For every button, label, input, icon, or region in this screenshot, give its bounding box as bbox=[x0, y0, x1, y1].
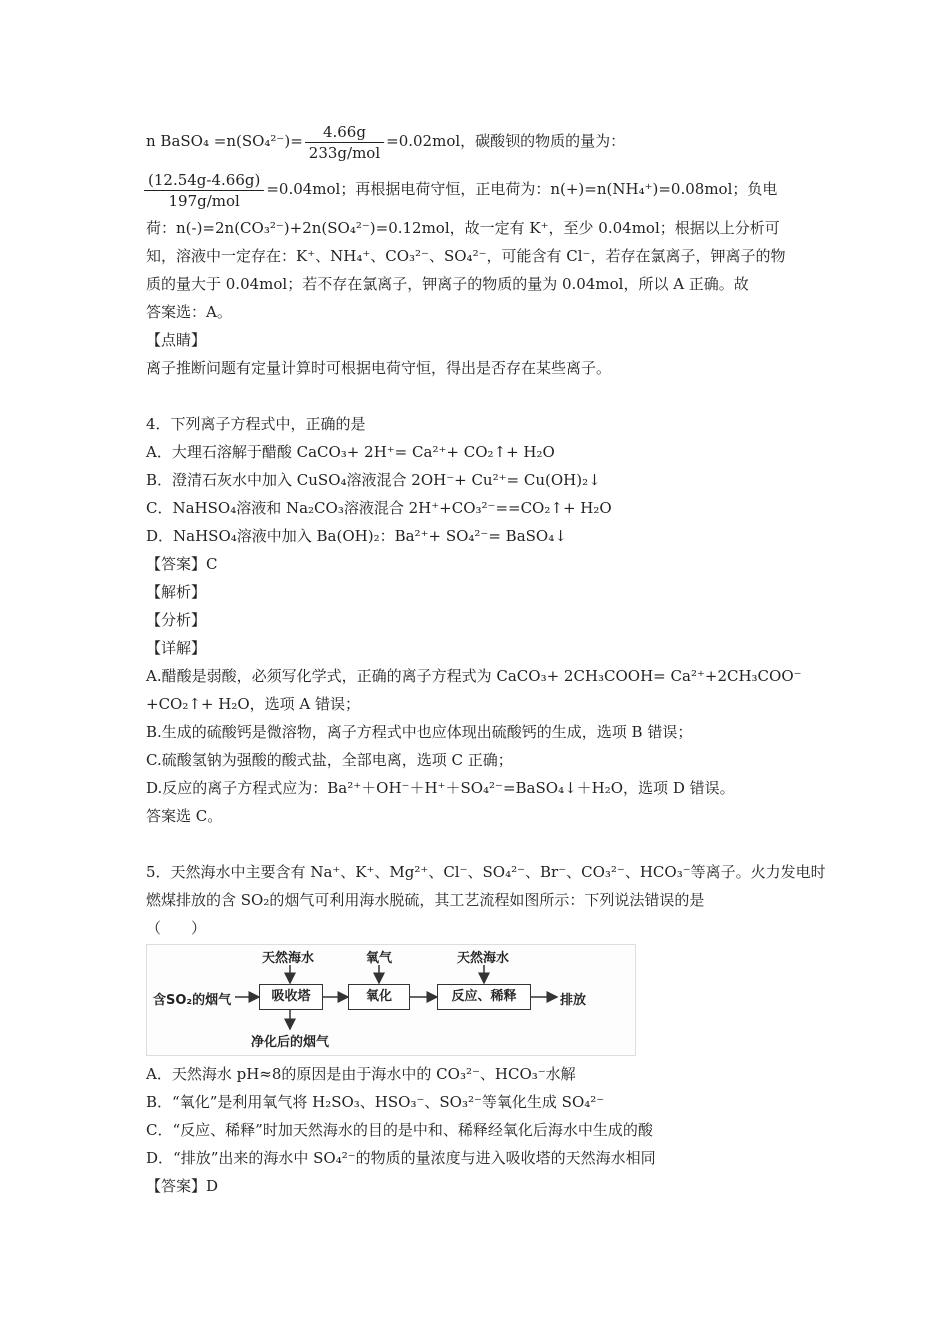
fraction-numerator: 4.66g bbox=[305, 122, 384, 143]
option-a: A．大理石溶解于醋酸 CaCO₃+ 2H⁺= Ca²⁺+ CO₂↑+ H₂O bbox=[146, 443, 555, 461]
process-flow-diagram bbox=[146, 944, 636, 1056]
calc-text: n BaSO₄ =n(SO₄²⁻)= bbox=[146, 132, 303, 150]
option-b: B．“氧化”是利用氧气将 H₂SO₃、HSO₃⁻、SO₃²⁻等氧化生成 SO₄²⁻ bbox=[146, 1093, 605, 1111]
text-line: 答案选：A。 bbox=[146, 303, 232, 321]
calc-text: =0.02mol，碳酸钡的物质的量为： bbox=[386, 132, 626, 150]
explanation-line: B.生成的硫酸钙是微溶物，离子方程式中也应体现出硫酸钙的生成，选项 B 错误； bbox=[146, 723, 693, 741]
text-line: 质的量大于 0.04mol；若不存在氯离子，钾离子的物质的量为 0.04mol，所以 A 正确。故 bbox=[146, 275, 749, 293]
seawater-label-1: 天然海水 bbox=[262, 951, 315, 966]
document-page bbox=[146, 118, 826, 1200]
explanation-line: C.硫酸氢钠为强酸的酸式盐，全部电离，选项 C 正确； bbox=[146, 751, 513, 769]
text-line: 知，溶液中一定存在：K⁺、NH₄⁺、CO₃²⁻、SO₄²⁻，可能含有 Cl⁻，若存在氯离子，钾离子的物 bbox=[146, 247, 786, 265]
explanation-line: D.反应的离子方程式应为：Ba²⁺＋OH⁻＋H⁺＋SO₄²⁻=BaSO₄↓＋H₂O，选项 D 错误。 bbox=[146, 779, 735, 797]
question-4-stem: 4．下列离子方程式中，正确的是 bbox=[146, 415, 366, 433]
fraction bbox=[144, 170, 264, 211]
fraction-denominator: 233g/mol bbox=[308, 143, 381, 162]
section-heading: 【点睛】 bbox=[146, 331, 207, 349]
section-heading: 【分析】 bbox=[146, 611, 207, 629]
fraction-denominator: 197g/mol bbox=[168, 191, 240, 210]
absorber-box: 吸收塔 bbox=[259, 984, 323, 1010]
text-line: 离子推断问题有定量计算时可根据电荷守恒，得出是否存在某些离子。 bbox=[146, 359, 612, 377]
option-a: A．天然海水 pH≈8的原因是由于海水中的 CO₃²⁻、HCO₃⁻水解 bbox=[146, 1065, 576, 1083]
answer-label: 【答案】D bbox=[146, 1177, 219, 1195]
text-line: 荷：n(-)=2n(CO₃²⁻)+2n(SO₄²⁻)=0.12mol，故一定有 K⁺，至少 0.04mol；根据以上分析可 bbox=[146, 219, 780, 237]
reaction-dilution-box: 反应、稀释 bbox=[437, 984, 531, 1010]
discharge-label: 排放 bbox=[560, 993, 587, 1008]
fraction-numerator: (12.54g-4.66g) bbox=[144, 170, 264, 191]
option-b: B．澄清石灰水中加入 CuSO₄溶液混合 2OH⁻+ Cu²⁺= Cu(OH)₂↓ bbox=[146, 471, 601, 489]
calc-text: =0.04mol；再根据电荷守恒，正电荷为：n(+)=n(NH₄⁺)=0.08mol；负电 bbox=[266, 180, 778, 198]
calc-line-2 bbox=[142, 164, 816, 214]
flow-input-label: 含SO₂的烟气 bbox=[153, 993, 232, 1008]
option-c: C．NaHSO₄溶液和 Na₂CO₃溶液混合 2H⁺+CO₃²⁻==CO₂↑+ H₂O bbox=[146, 499, 612, 517]
option-d: D．“排放”出来的海水中 SO₄²⁻的物质的量浓度与进入吸收塔的天然海水相同 bbox=[146, 1149, 656, 1167]
question-5-blank: （ ） bbox=[146, 919, 207, 937]
section-heading: 【详解】 bbox=[146, 639, 207, 657]
option-c: C．“反应、稀释”时加天然海水的目的是中和、稀释经氧化后海水中生成的酸 bbox=[146, 1121, 653, 1139]
explanation-line: +CO₂↑+ H₂O，选项 A 错误； bbox=[146, 695, 361, 713]
oxidation-box: 氧化 bbox=[348, 984, 410, 1010]
oxygen-label: 氧气 bbox=[366, 951, 393, 966]
seawater-label-2: 天然海水 bbox=[457, 951, 510, 966]
section-heading: 【解析】 bbox=[146, 583, 207, 601]
fraction bbox=[305, 122, 384, 163]
explanation-line: 答案选 C。 bbox=[146, 807, 223, 825]
calc-line-1 bbox=[146, 118, 816, 164]
explanation-line: A.醋酸是弱酸，必须写化学式，正确的离子方程式为 CaCO₃+ 2CH₃COOH= Ca²⁺+2CH₃COO⁻ bbox=[146, 667, 802, 685]
question-5-stem: 燃煤排放的含 SO₂的烟气可利用海水脱硫，其工艺流程如图所示：下列说法错误的是 bbox=[146, 891, 705, 909]
question-5-stem: 5．天然海水中主要含有 Na⁺、K⁺、Mg²⁺、Cl⁻、SO₄²⁻、Br⁻、CO₃²⁻、HCO₃⁻等离子。火力发电时 bbox=[146, 863, 826, 881]
clean-gas-label: 净化后的烟气 bbox=[251, 1035, 330, 1050]
answer-label: 【答案】C bbox=[146, 555, 218, 573]
option-d: D．NaHSO₄溶液中加入 Ba(OH)₂：Ba²⁺+ SO₄²⁻= BaSO₄↓ bbox=[146, 527, 567, 545]
